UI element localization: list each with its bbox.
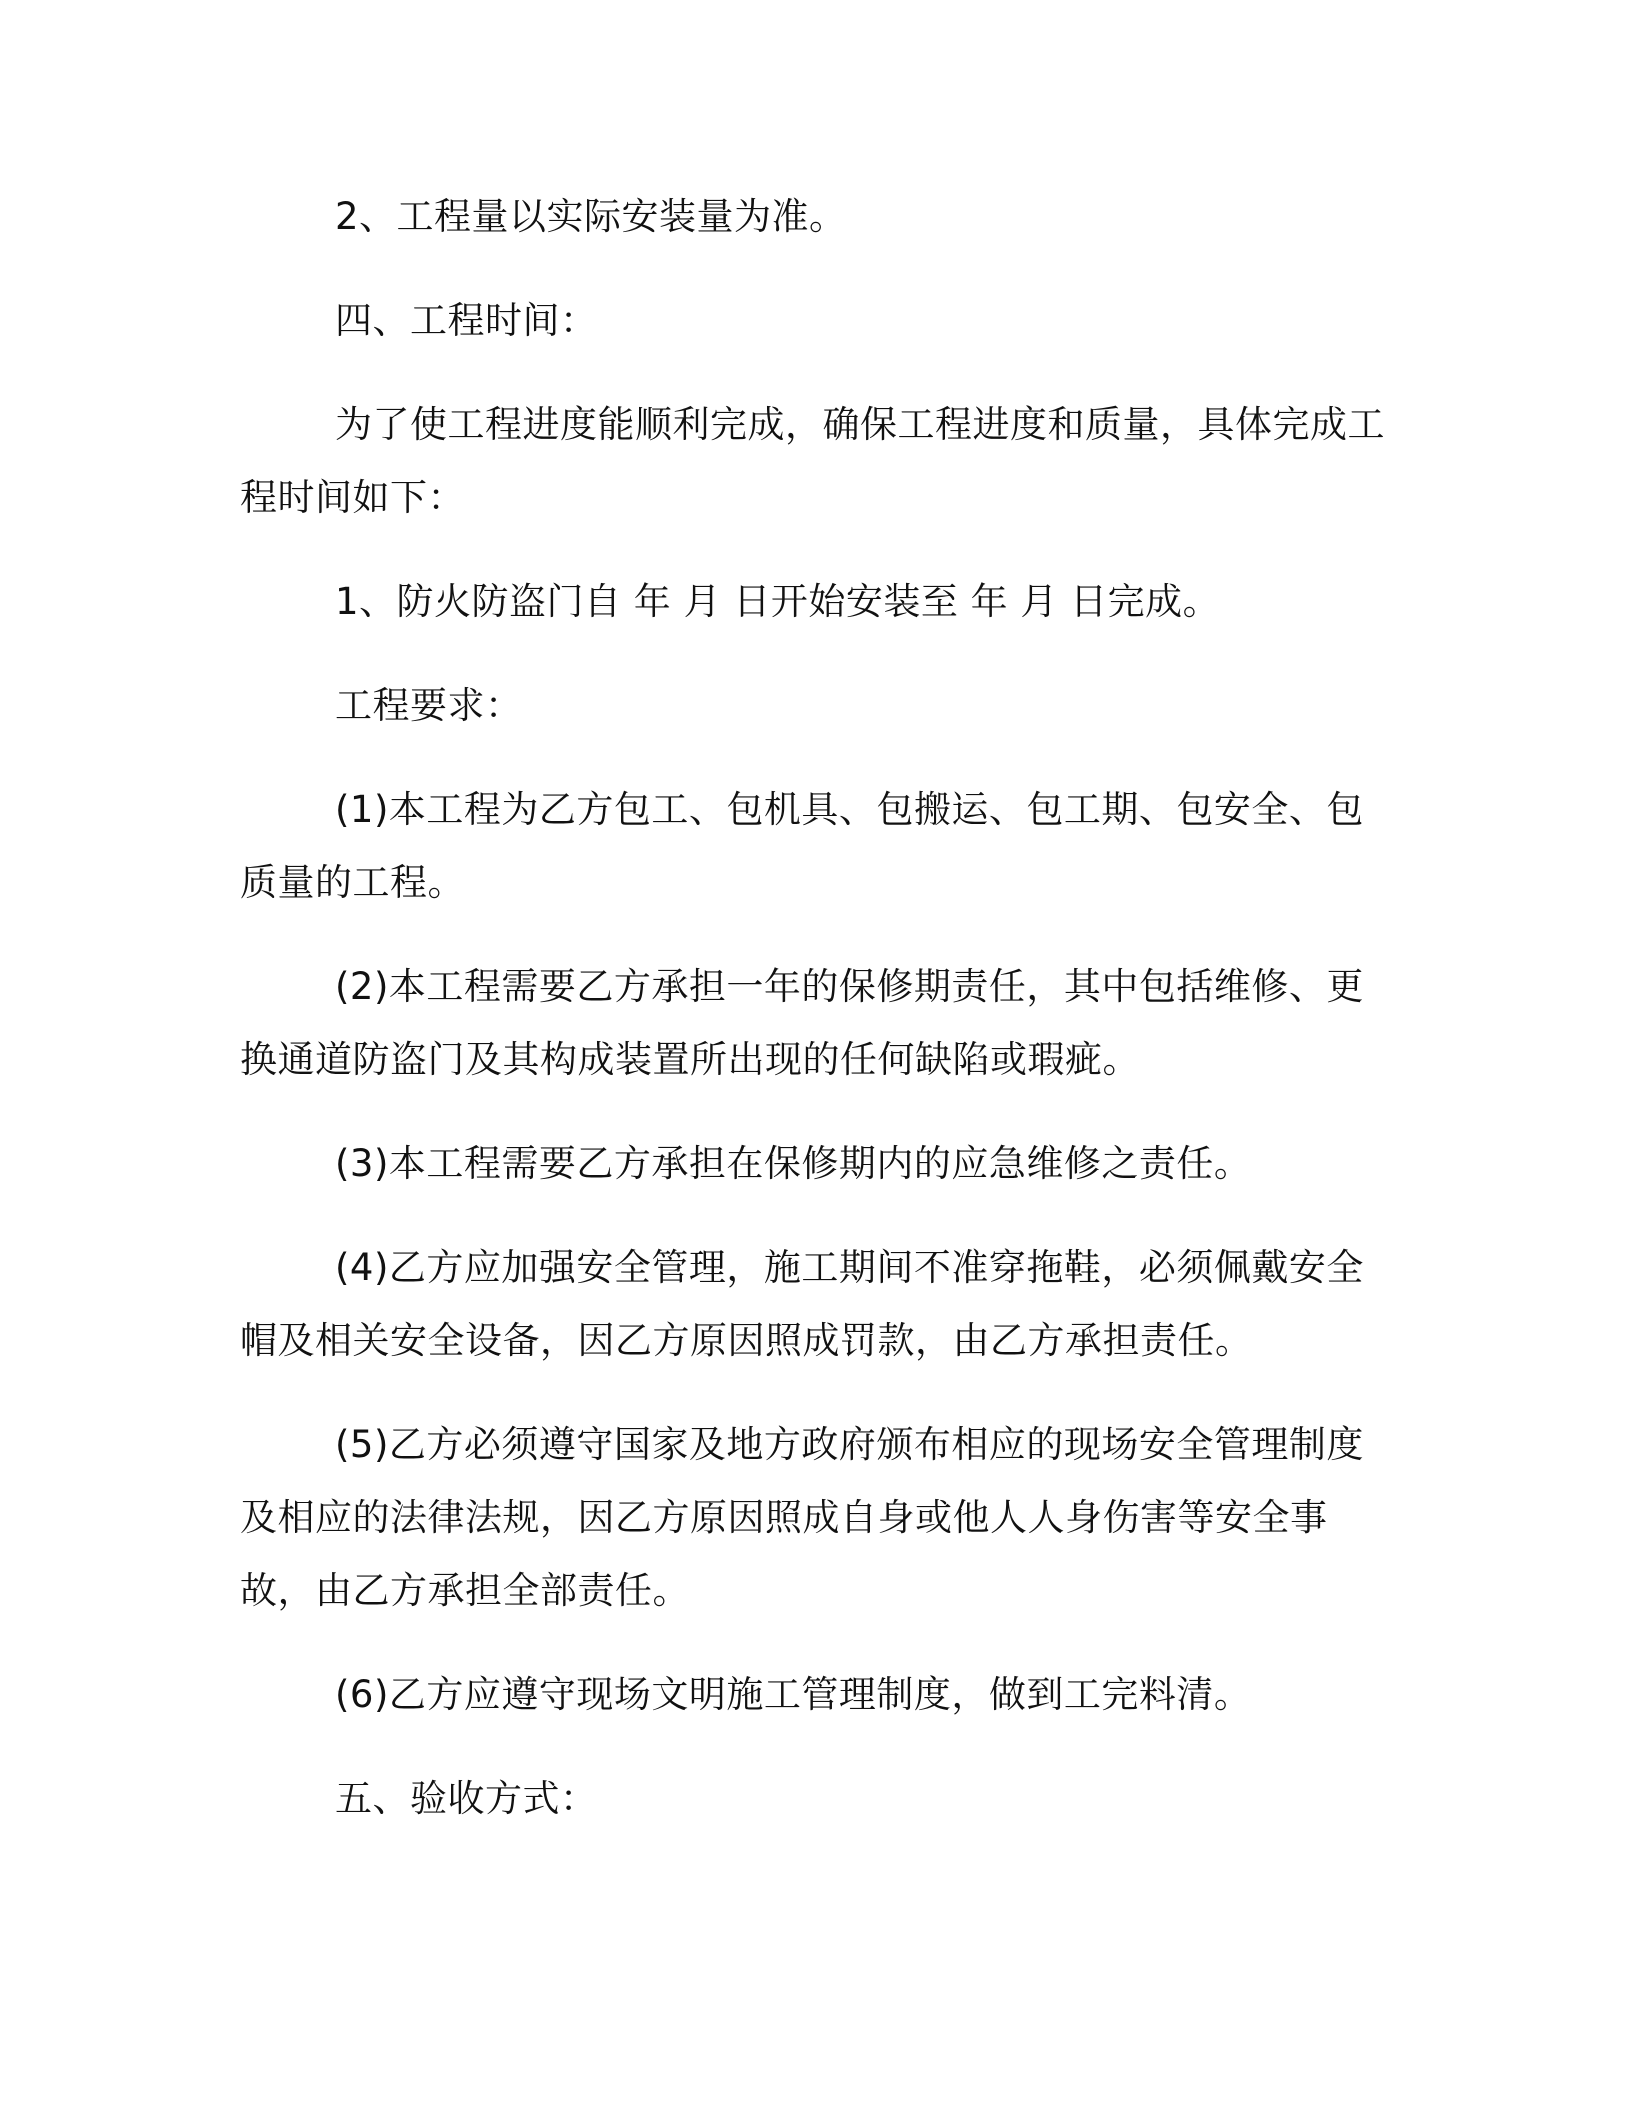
- subheading-requirements: 工程要求：: [335, 684, 523, 727]
- section-heading-acceptance: 五、验收方式：: [335, 1777, 598, 1820]
- requirement-item-1: (1)本工程为乙方包工、包机具、包搬运、包工期、包安全、包质量的工程。: [240, 788, 1364, 904]
- requirement-item-3: (3)本工程需要乙方承担在保修期内的应急维修之责任。: [335, 1142, 1252, 1185]
- requirement-item-6: (6)乙方应遵守现场文明施工管理制度，做到工完料清。: [335, 1673, 1252, 1716]
- paragraph-schedule-intro: 为了使工程进度能顺利完成，确保工程进度和质量，具体完成工程时间如下：: [240, 403, 1385, 519]
- requirement-item-4: (4)乙方应加强安全管理，施工期间不准穿拖鞋，必须佩戴安全帽及相关安全设备，因乙方原因照成罚款，由乙方承担责任。: [240, 1246, 1364, 1362]
- section-heading-schedule: 四、工程时间：: [335, 299, 598, 342]
- requirement-item-5: (5)乙方必须遵守国家及地方政府颁布相应的现场安全管理制度及相应的法律法规，因乙方原因照成自身或他人人身伤害等安全事故，由乙方承担全部责任。: [240, 1423, 1364, 1612]
- requirement-item-2: (2)本工程需要乙方承担一年的保修期责任，其中包括维修、更换通道防盗门及其构成装置所出现的任何缺陷或瑕疵。: [240, 965, 1364, 1081]
- document-body: [240, 180, 1390, 1835]
- paragraph-quantity-basis: 2、工程量以实际安装量为准。: [335, 195, 847, 238]
- paragraph-door-installation-dates: 1、防火防盗门自 年 月 日开始安装至 年 月 日完成。: [335, 580, 1221, 623]
